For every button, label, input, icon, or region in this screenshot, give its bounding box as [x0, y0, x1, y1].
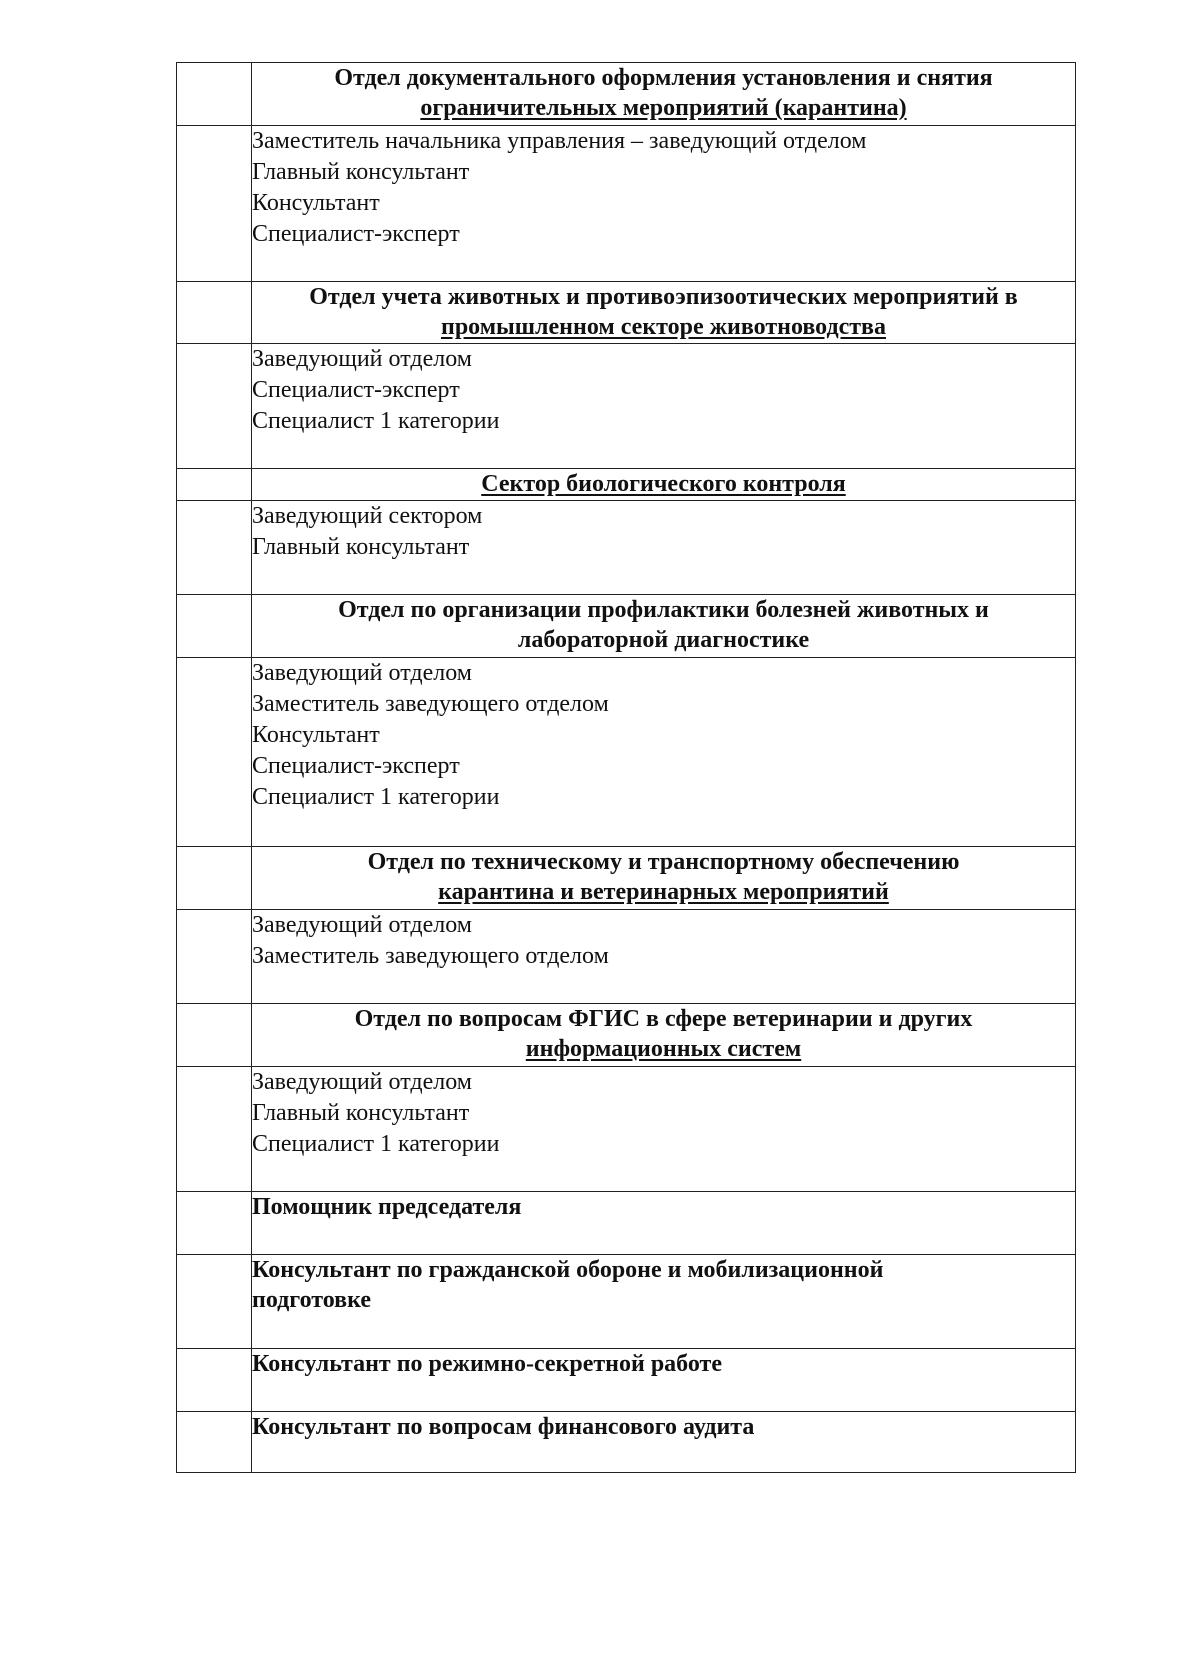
section-positions-row: [177, 1067, 1076, 1192]
section-header: [252, 469, 1076, 501]
number-cell: [177, 910, 252, 1004]
position-list: [252, 501, 1076, 595]
position-item: Специалист 1 категории: [252, 784, 500, 810]
number-cell: [177, 63, 252, 126]
position-item: Заведующий отделом: [252, 1069, 472, 1095]
section-header: [252, 1004, 1076, 1067]
single-position-line: подготовке: [252, 1287, 371, 1313]
number-cell: [177, 1412, 252, 1473]
number-cell: [177, 501, 252, 595]
single-position-line: Консультант по гражданской обороне и мобилизационной: [252, 1257, 884, 1283]
section-header-line: промышленном секторе животноводства: [440, 314, 886, 340]
section-header-row: [177, 847, 1076, 910]
single-position-row: [177, 1349, 1076, 1412]
section-header-line: лабораторной диагностике: [517, 627, 810, 653]
section-positions-row: [177, 344, 1076, 469]
position-item: Заведующий отделом: [252, 660, 472, 686]
position-item: Специалист-эксперт: [252, 377, 460, 403]
section-header-line: Отдел по организации профилактики болезней животных и: [338, 597, 989, 623]
single-position-row: [177, 1255, 1076, 1349]
position-list: [252, 910, 1076, 1004]
number-cell: [177, 282, 252, 344]
section-positions-row: [177, 501, 1076, 595]
section-header-row: [177, 282, 1076, 344]
single-position: [252, 1412, 1076, 1473]
position-item: Консультант: [252, 722, 380, 748]
number-cell: [177, 847, 252, 910]
staff-positions-table: [176, 62, 1076, 1473]
position-item: Заведующий сектором: [252, 503, 483, 529]
section-header-line: Отдел учета животных и противоэпизоотических мероприятий в: [309, 284, 1018, 310]
single-position-line: Консультант по вопросам финансового аудита: [252, 1414, 755, 1440]
number-cell: [177, 344, 252, 469]
position-item: Специалист-эксперт: [252, 753, 460, 779]
single-position-row: [177, 1192, 1076, 1255]
position-item: Главный консультант: [252, 1100, 470, 1126]
position-item: Главный консультант: [252, 159, 470, 185]
position-list: [252, 1067, 1076, 1192]
section-header-line: Отдел по вопросам ФГИС в сфере ветеринарии и других: [354, 1006, 973, 1032]
position-item: Заместитель заведующего отделом: [252, 691, 609, 717]
number-cell: [177, 469, 252, 501]
section-header: [252, 63, 1076, 126]
number-cell: [177, 1255, 252, 1349]
section-header-row: [177, 1004, 1076, 1067]
position-item: Заместитель начальника управления – заведующий отделом: [252, 128, 867, 154]
number-cell: [177, 1067, 252, 1192]
position-item: Заведующий отделом: [252, 912, 472, 938]
single-position-line: Помощник председателя: [252, 1194, 522, 1220]
section-header-row: [177, 63, 1076, 126]
position-item: Заведующий отделом: [252, 346, 472, 372]
section-header: [252, 847, 1076, 910]
section-header-line: ограничительных мероприятий (карантина): [420, 95, 907, 121]
number-cell: [177, 1349, 252, 1412]
number-cell: [177, 1004, 252, 1067]
single-position-row: [177, 1412, 1076, 1473]
number-cell: [177, 1192, 252, 1255]
section-header-line: информационных систем: [525, 1036, 802, 1062]
section-positions-row: [177, 910, 1076, 1004]
section-positions-row: [177, 126, 1076, 282]
position-list: [252, 126, 1076, 282]
single-position: [252, 1349, 1076, 1412]
position-item: Заместитель заведующего отделом: [252, 943, 609, 969]
section-positions-row: [177, 658, 1076, 847]
single-position: [252, 1255, 1076, 1349]
position-list: [252, 658, 1076, 847]
number-cell: [177, 595, 252, 658]
position-item: Специалист 1 категории: [252, 1131, 500, 1157]
section-header-row: [177, 469, 1076, 501]
number-cell: [177, 658, 252, 847]
number-cell: [177, 126, 252, 282]
position-item: Главный консультант: [252, 534, 470, 560]
position-item: Консультант: [252, 190, 380, 216]
section-header-line: карантина и ветеринарных мероприятий: [438, 879, 889, 905]
single-position-line: Консультант по режимно-секретной работе: [252, 1351, 722, 1377]
section-header: [252, 595, 1076, 658]
position-list: [252, 344, 1076, 469]
section-header: [252, 282, 1076, 344]
position-item: Специалист-эксперт: [252, 221, 460, 247]
section-header-row: [177, 595, 1076, 658]
single-position: [252, 1192, 1076, 1255]
section-header-line: Отдел документального оформления установления и снятия: [334, 65, 993, 91]
position-item: Специалист 1 категории: [252, 408, 500, 434]
section-header-line: Сектор биологического контроля: [481, 471, 846, 497]
section-header-line: Отдел по техническому и транспортному обеспечению: [367, 849, 960, 875]
